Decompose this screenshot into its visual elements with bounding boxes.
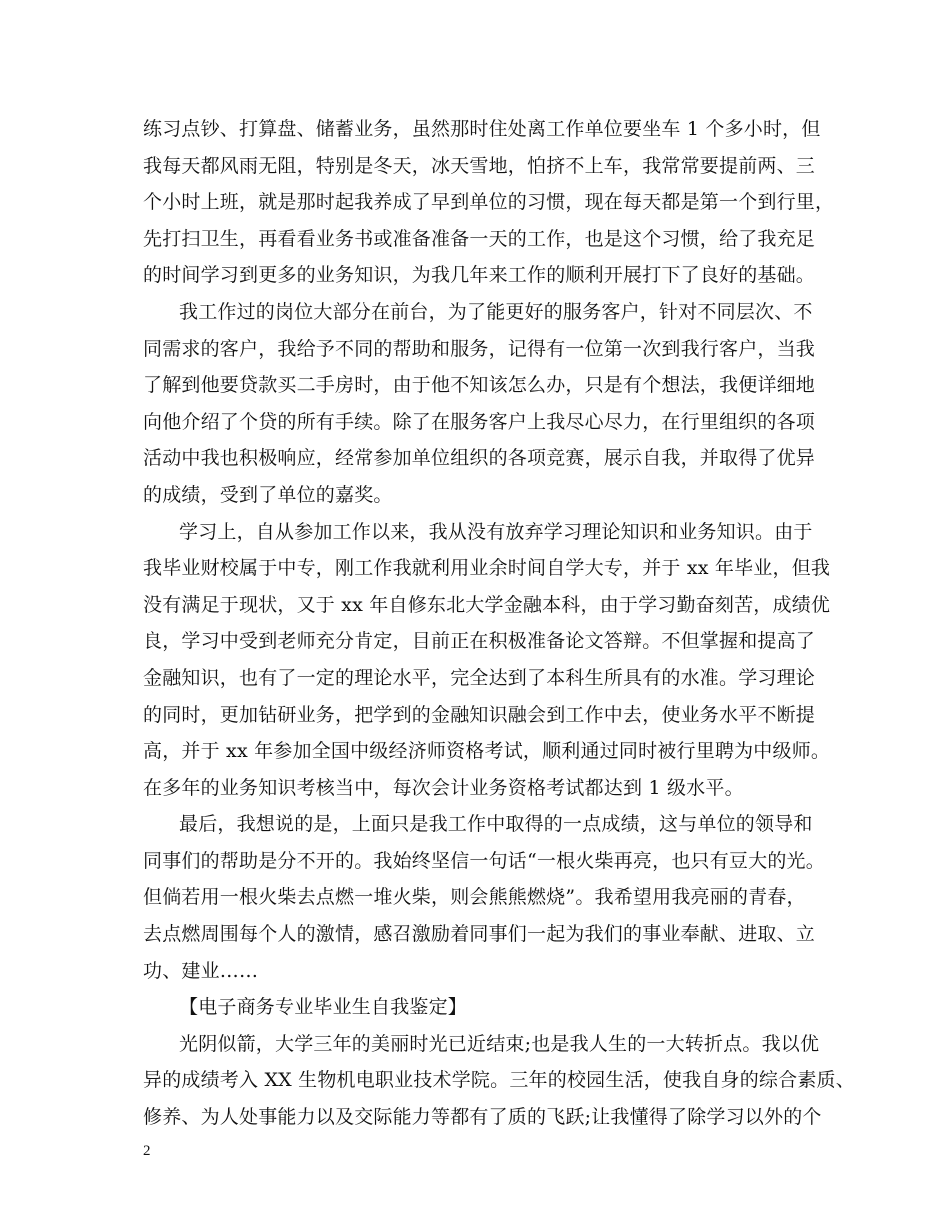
paragraph bbox=[143, 111, 835, 294]
text-line: 光阴似箭，大学三年的美丽时光已近结束;也是我人生的一大转折点。我以优 bbox=[179, 1032, 820, 1055]
text-line: 我工作过的岗位大部分在前台，为了能更好的服务客户，针对不同层次、不 bbox=[179, 300, 813, 323]
text-line: 练习点钞、打算盘、储蓄业务，虽然那时住处离工作单位要坐车 1 个多小时，但 bbox=[143, 118, 821, 140]
page-number: 2 bbox=[143, 1143, 151, 1159]
text-line: 同需求的客户，我给予不同的帮助和服务，记得有一位第一次到我行客户，当我 bbox=[143, 337, 816, 360]
paragraph bbox=[143, 806, 823, 989]
text-line: 良，学习中受到老师充分肯定，目前正在积极准备论文答辩。不但掌握和提高了 bbox=[143, 630, 816, 653]
text-line: 向他介绍了个贷的所有手续。除了在服务客户上我尽心尽力，在行里组织的各项 bbox=[143, 410, 816, 433]
text-line: 学习上，自从参加工作以来，我从没有放弃学习理论知识和业务知识。由于 bbox=[179, 520, 813, 543]
text-line: 的成绩，受到了单位的嘉奖。 bbox=[143, 483, 393, 506]
paragraph bbox=[143, 989, 823, 1026]
paragraph bbox=[143, 1026, 855, 1136]
text-line: 先打扫卫生，再看看业务书或准备准备一天的工作，也是这个习惯，给了我充足 bbox=[143, 227, 816, 250]
text-line: 活动中我也积极响应，经常参加单位组织的各项竞赛，展示自我，并取得了优异 bbox=[143, 447, 816, 470]
text-line: 没有满足于现状，又于 xx 年自修东北大学金融本科，由于学习勤奋刻苦，成绩优 bbox=[143, 593, 831, 616]
text-line: 高，并于 xx 年参加全国中级经济师资格考试，顺利通过同时被行里聘为中级师。 bbox=[143, 740, 831, 763]
text-line: 异的成绩考入 XX 生物机电职业技术学院。三年的校园生活，使我自身的综合素质、 bbox=[143, 1069, 855, 1092]
document-body bbox=[143, 111, 855, 1136]
text-line: 金融知识，也有了一定的理论水平，完全达到了本科生所具有的水准。学习理论 bbox=[143, 666, 816, 689]
text-line: 我毕业财校属于中专，刚工作我就利用业余时间自学大专，并于 xx 年毕业，但我 bbox=[143, 557, 831, 580]
text-line: 的时间学习到更多的业务知识，为我几年来工作的顺利开展打下了良好的基础。 bbox=[143, 264, 816, 287]
text-line: 的同时，更加钻研业务，把学到的金融知识融会到工作中去，使业务水平不断提 bbox=[143, 703, 816, 726]
text-line: 同事们的帮助是分不开的。我始终坚信一句话“一根火柴再亮，也只有豆大的光。 bbox=[143, 849, 825, 872]
text-line: 最后，我想说的是，上面只是我工作中取得的一点成绩，这与单位的领导和 bbox=[179, 813, 813, 836]
text-line: 但倘若用一根火柴去点燃一堆火柴，则会熊熊燃烧”。我希望用我亮丽的青春， bbox=[143, 886, 806, 909]
paragraph bbox=[143, 514, 831, 807]
text-line: 去点燃周围每个人的激情，感召激励着同事们一起为我们的事业奉献、进取、立 bbox=[143, 923, 816, 946]
text-line: 功、建业…… bbox=[143, 959, 259, 982]
text-line: 在多年的业务知识考核当中，每次会计业务资格考试都达到 1 级水平。 bbox=[143, 776, 744, 799]
text-line: 【电子商务专业毕业生自我鉴定】 bbox=[179, 996, 468, 1019]
text-line: 个小时上班，就是那时起我养成了早到单位的习惯，现在每天都是第一个到行里， bbox=[143, 191, 835, 214]
text-line: 了解到他要贷款买二手房时，由于他不知该怎么办，只是有个想法，我便详细地 bbox=[143, 374, 816, 397]
text-line: 修养、为人处事能力以及交际能力等都有了质的飞跃;让我懂得了除学习以外的个 bbox=[143, 1106, 822, 1129]
paragraph bbox=[143, 294, 823, 514]
text-line: 我每天都风雨无阻，特别是冬天，冰天雪地，怕挤不上车，我常常要提前两、三 bbox=[143, 154, 816, 177]
